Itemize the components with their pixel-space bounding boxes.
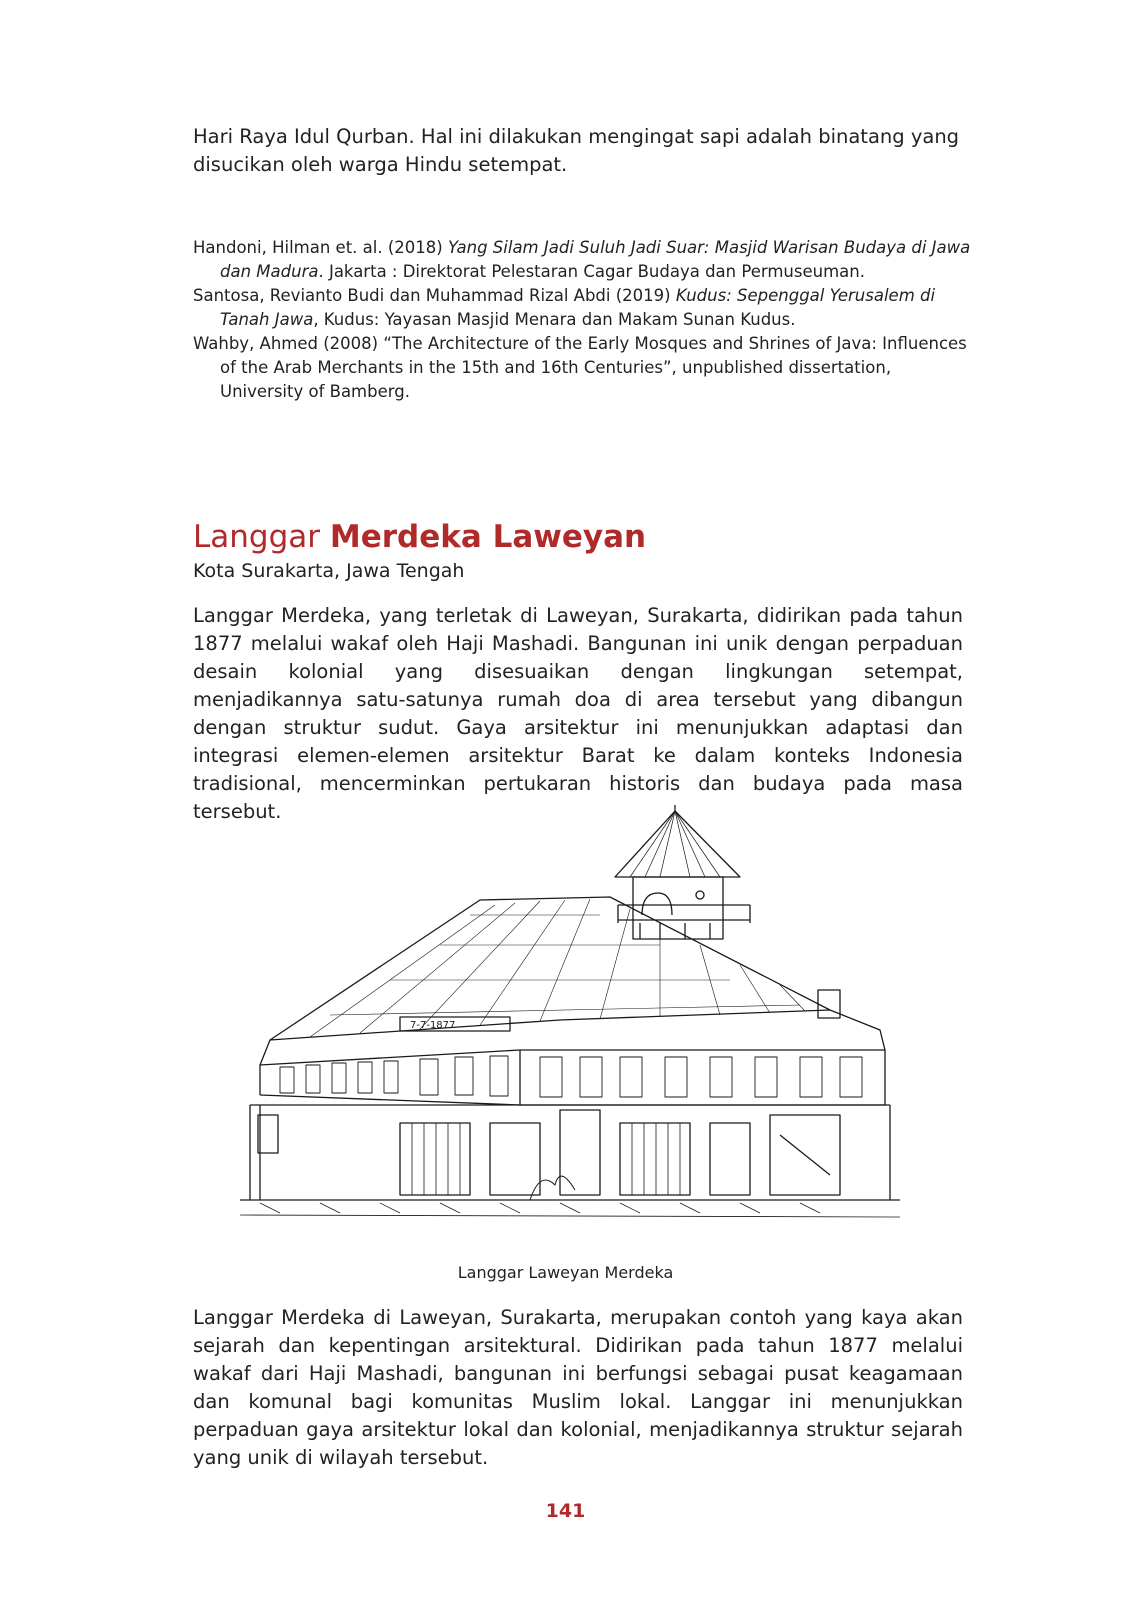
section-title-bold: Merdeka Laweyan	[329, 519, 647, 555]
page-number: 141	[545, 1500, 586, 1522]
reference-list	[193, 236, 973, 404]
facade-inscription: 7-7-1877	[410, 1020, 456, 1031]
section-title-light: Langgar	[193, 519, 330, 555]
sketch-ground-line	[240, 1105, 900, 1217]
section-title	[193, 518, 646, 556]
sketch-main-roof	[270, 897, 840, 1040]
intro-paragraph: Hari Raya Idul Qurban. Hal ini dilakukan mengingat sapi adalah binatang yang disucikan oleh warga Hindu setempat.	[193, 125, 960, 176]
reference-item: Santosa, Revianto Budi dan Muhammad Rizal Abdi (2019) Kudus: Sepenggal Yerusalem di Tanah Jawa, Kudus: Yayasan Masjid Menara dan Makam Sunan Kudus.	[193, 286, 936, 329]
reference-item: Wahby, Ahmed (2008) “The Architecture of the Early Mosques and Shrines of Java: Influences of the Arab Merchants in the 15th and 16th Centuries”, unpublished dissertation, University of Bamberg.	[193, 334, 967, 401]
sketch-ground-floor	[250, 1105, 890, 1200]
body-paragraph-2: Langgar Merdeka di Laweyan, Surakarta, merupakan contoh yang kaya akan sejarah dan kepentingan arsitektural. Didirikan pada tahun 1877 melalui wakaf dari Haji Mashadi, bangunan ini berfungsi sebagai pusat keagamaan dan komunal bagi komunitas Muslim lokal. Langgar ini menunjukkan perpaduan gaya arsitektur lokal dan kolonial, menjadikannya struktur sejarah yang unik di wilayah tersebut.	[193, 1306, 963, 1469]
section-subtitle: Kota Surakarta, Jawa Tengah	[193, 560, 465, 582]
figure-caption: Langgar Laweyan Merdeka	[457, 1263, 674, 1282]
sketch-tower	[615, 805, 750, 939]
sketch-upper-facade	[260, 1010, 885, 1105]
body-paragraph-1: Langgar Merdeka, yang terletak di Laweyan, Surakarta, didirikan pada tahun 1877 melalui wakaf oleh Haji Mashadi. Bangunan ini unik dengan perpaduan desain kolonial yang disesuaikan dengan lingkungan setempat, menjadikannya satu-satunya rumah doa di area tersebut yang dibangun dengan struktur sudut. Gaya arsitektur ini menunjukkan adaptasi dan integrasi elemen-elemen arsitektur Barat ke dalam konteks Indonesia tradisional, mencerminkan pertukaran historis dan budaya pada masa tersebut.	[193, 604, 963, 823]
building-sketch	[240, 805, 900, 1245]
reference-item: Handoni, Hilman et. al. (2018) Yang Silam Jadi Suluh Jadi Suar: Masjid Warisan Budaya di Jawa dan Madura. Jakarta : Direktorat Pelestaran Cagar Budaya dan Permuseuman.	[193, 238, 971, 281]
